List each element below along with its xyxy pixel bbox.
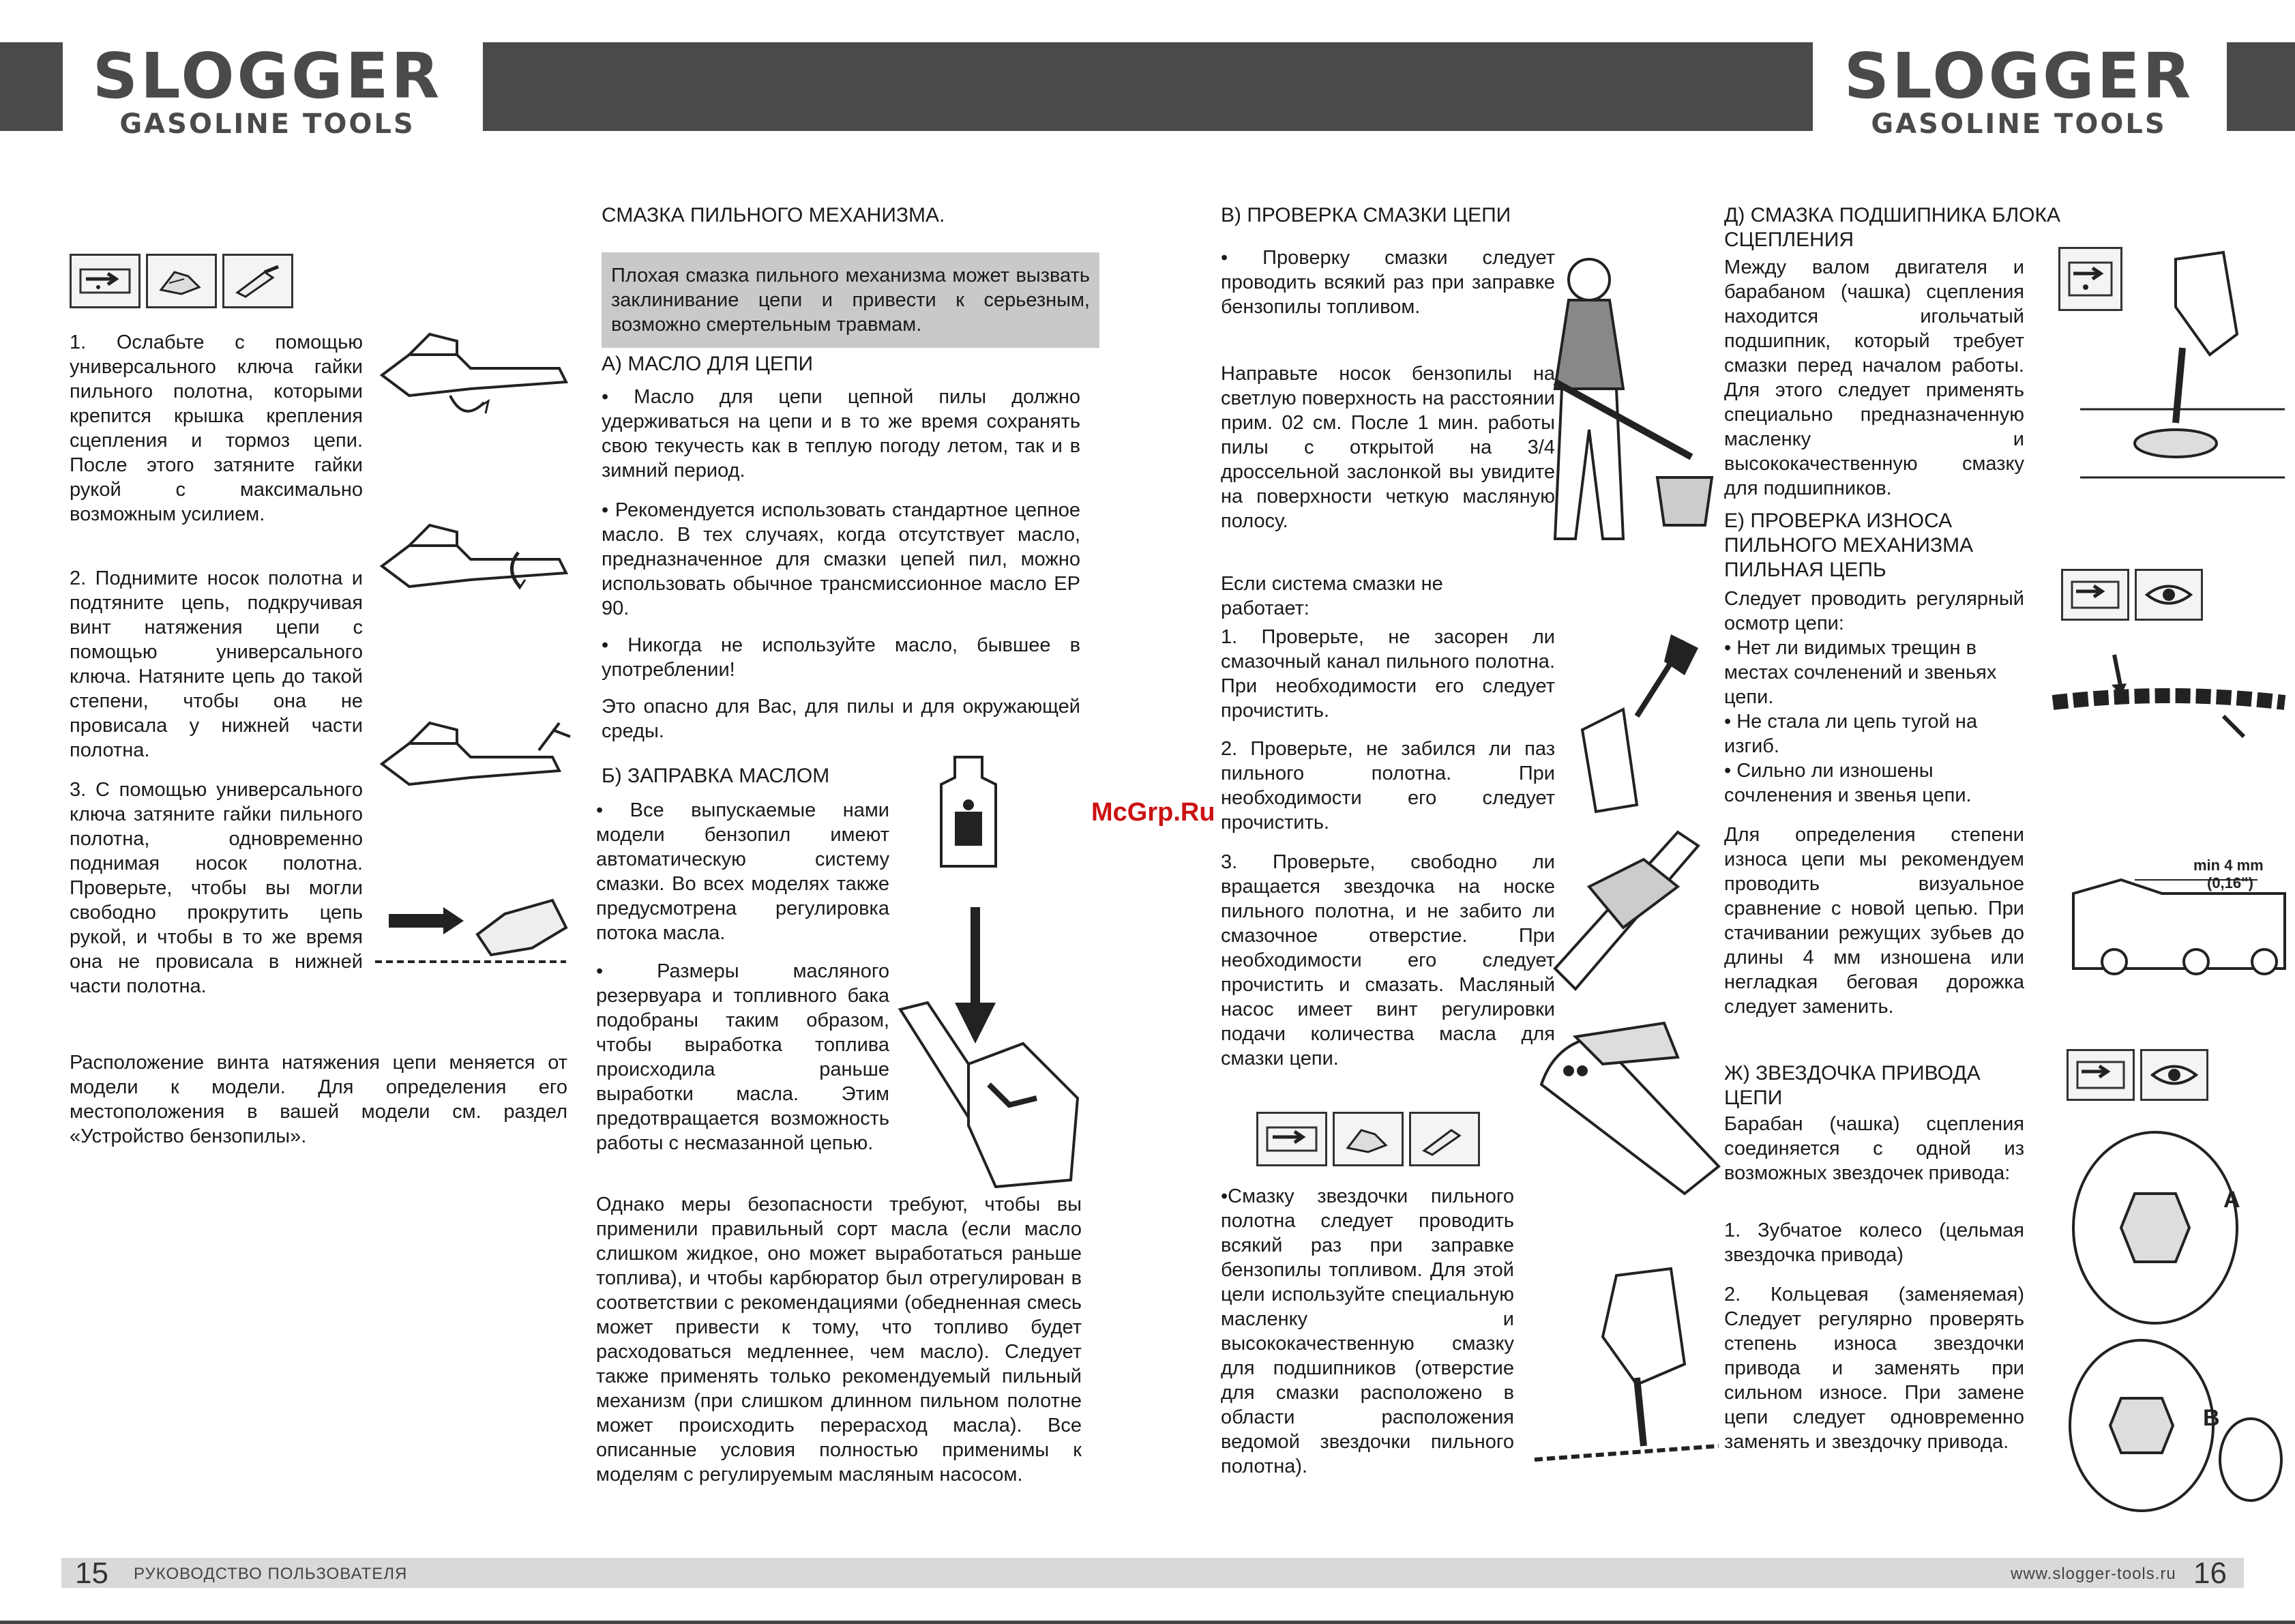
min-wear-label-inch: (0,16") bbox=[2207, 874, 2253, 891]
gloves-icon bbox=[1333, 1112, 1404, 1166]
section-v-para-3: •Смазку звездочки пильного полотна следует проводить всякий раз при заправке бензопилы топливом. Для этой цели используйте специальную масленку и высококачественную смазку для подшипников (отверстие для смазки расположено в области расположения ведомой звездочки пильного полотна). bbox=[1221, 1185, 1514, 1477]
glove-chain-illustration bbox=[368, 873, 573, 975]
section-b-para-2: • Размеры масляного резервуара и топливного бака подобраны таким образом, чтобы выработка топлива происходила раньше выработки масла. Этим предотвращается возможность работы с несмазанной цепью. bbox=[596, 960, 889, 1154]
inspect-icons bbox=[2061, 569, 2203, 621]
grease-gun-illustration bbox=[1521, 1255, 1726, 1487]
website-link[interactable]: www.slogger-tools.ru bbox=[2011, 1565, 2176, 1583]
section-b-para-3: Однако меры безопасности требуют, чтобы вы применили правильный сорт масла (если масло слишком жидкое, оно может выработаться раньше топлива), и чтобы карбюратор был отрегулирован в соответствии с рекомендациями (обедненная смесь может привести к тому, что топливо будет расходоваться медленнее, чем масло). Следует также применять только рекомендуемый пильный механизм (при слишком длинном пильном полотне может происходить перерасход масла). Все описанные условия полностью применимы к моделям с регулируемым масляным насосом. bbox=[596, 1194, 1082, 1486]
section-d-para: Между валом двигателя и барабаном (чашка) сцепления находится игольчатый подшипник, который требует смазки перед началом работы. Для этого следует применять специально предназначенную масленку и высококачественную смазку для подшипников. bbox=[1724, 256, 2024, 499]
drive-sprocket-illustration bbox=[2067, 1125, 2292, 1535]
arrow-icon bbox=[1256, 1112, 1327, 1166]
instruction-icons-2 bbox=[1256, 1112, 1480, 1166]
chainsaw-illustration-2 bbox=[368, 512, 573, 614]
sprocket-b-label: B bbox=[2203, 1405, 2220, 1431]
brand-name: SLOGGER bbox=[1844, 40, 2194, 113]
header-bar-right bbox=[2227, 42, 2295, 131]
brush-icon bbox=[1409, 1112, 1480, 1166]
section-e-bullet-1: • Нет ли видимых трещин в местах сочленений и звеньях цепи. bbox=[1724, 637, 1997, 708]
oil-refill-illustration bbox=[887, 743, 1091, 1194]
step-2-text: 2. Поднимите носок полотна и подтяните цепь, подкручивая винт натяжения цепи с помощью универсального ключа. Натяните цепь до такой степени, чтобы она не провисала у нижней части полотна. bbox=[70, 567, 363, 761]
brand-logo-right bbox=[1814, 42, 2223, 138]
section-a-title: А) МАСЛО ДЛЯ ЦЕПИ bbox=[602, 353, 814, 375]
section-g-para-2: 1. Зубчатое колесо (цельмая звездочка привода) bbox=[1724, 1220, 2024, 1266]
eye-icon bbox=[2135, 569, 2203, 621]
chain-inspection-illustration bbox=[2046, 648, 2292, 757]
section-e-bullet-2: • Не стала ли цепь тугой на изгиб. bbox=[1724, 711, 1978, 757]
eye-icon bbox=[2140, 1049, 2208, 1101]
section-d-title: Д) СМАЗКА ПОДШИПНИКА БЛОКА СЦЕПЛЕНИЯ bbox=[1724, 204, 2060, 251]
tension-note: Расположение винта натяжения цепи меняется от модели к модели. Для определения его местоположения в вашей модели см. раздел «Устройство бензопилы». bbox=[70, 1052, 567, 1147]
section-a-para-1: • Масло для цепи цепной пилы должно удерживаться на цепи и в то же время сохранять свою текучесть как в теплую погоду летом, так и в зимний период. bbox=[602, 386, 1080, 482]
lubrication-title: СМАЗКА ПИЛЬНОГО МЕХАНИЗМА. bbox=[602, 204, 945, 226]
screwdriver-illustration bbox=[1569, 628, 1705, 818]
sprocket-nose-illustration bbox=[1528, 1016, 1732, 1200]
section-v-para-2: Направьте носок бензопилы на светлую поверхность на расстоянии прим. 02 см. После 1 мин. работы пилы с открытой на 3/4 дроссельной заслонкой вы увидите на поверхности четкую масляную полосу. bbox=[1221, 363, 1555, 532]
step-3-text: 3. С помощью универсального ключа затяните гайки пильного полотна, одновременно поднимая носок полотна. Проверьте, чтобы вы могли свободно прокрутить цепь рукой, и чтобы в то же время она не провисала в нижней части полотна. bbox=[70, 779, 363, 997]
section-v-subtitle: Если система смазки не работает: bbox=[1221, 573, 1443, 619]
section-a-para-4: Это опасно для Вас, для пилы и для окружающей среды. bbox=[602, 696, 1080, 742]
watermark: McGrp.Ru bbox=[1091, 798, 1215, 827]
clutch-bearing-illustration bbox=[2073, 246, 2292, 518]
sprocket-a-label: A bbox=[2223, 1187, 2240, 1213]
instruction-icons bbox=[70, 254, 293, 308]
section-a-para-2: • Рекомендуется использовать стандартное цепное масло. В тех случаях, когда отсутствует масло, предназначенное для смазки цепей пил, можно использовать обычное трансмиссионное масло EP 90. bbox=[602, 499, 1080, 619]
section-a-para-3: • Никогда не используйте масло, бывшее в употреблении! bbox=[602, 634, 1080, 681]
section-g-para-1: Барабан (чашка) сцепления соединяется с одной из возможных звездочек привода: bbox=[1724, 1113, 2024, 1184]
section-b-title: Б) ЗАПРАВКА МАСЛОМ bbox=[602, 765, 830, 787]
check-2-text: 2. Проверьте, не забился ли паз пильного полотна. При необходимости его следует прочистить. bbox=[1221, 738, 1555, 833]
section-b-para-1: • Все выпускаемые нами модели бензопил имеют автоматическую систему смазки. Во всех моделях также предусмотрена регулировка потока масла. bbox=[596, 799, 889, 944]
section-e-para-2: Для определения степени износа цепи мы рекомендуем проводить визуальное сравнение с новой цепью. При стачивании режущих зубьев до длины 4 мм изношена или негладкая беговая дорожка следует заменить. bbox=[1724, 824, 2024, 1018]
min-wear-label: min 4 mm bbox=[2193, 857, 2264, 874]
header-bar-left bbox=[0, 42, 63, 131]
brand-subtitle: GASOLINE TOOLS bbox=[119, 108, 415, 140]
chain-wear-illustration bbox=[2067, 853, 2292, 1016]
section-g-para-3: 2. Кольцевая (заменяемая) Следует регулярно проверять степень износа звездочки привода и заменять при сильном износе. При замене цепи следует одновременно заменять и звездочку привода. bbox=[1724, 1284, 2024, 1453]
inspect-icons-2 bbox=[2067, 1049, 2208, 1101]
section-e-bullet-3: • Сильно ли изношены сочленения и звенья цепи. bbox=[1724, 760, 1972, 806]
section-e-title: Е) ПРОВЕРКА ИЗНОСА ПИЛЬНОГО МЕХАНИЗМА ПИЛЬНАЯ ЦЕПЬ bbox=[1724, 510, 1974, 581]
arrow-icon bbox=[2061, 569, 2129, 621]
worker-illustration bbox=[1514, 252, 1719, 566]
page-number-left: 15 bbox=[75, 1556, 108, 1590]
chainsaw-illustration-1 bbox=[368, 327, 573, 430]
check-3-text: 3. Проверьте, свободно ли вращается звездочка на носке пильного полотна, и не забито ли смазочное отверстие. При необходимости его следует прочистить и смазать. Масляный насос имеет винт регулировки подачи количества масла для смазки цепи. bbox=[1221, 851, 1555, 1069]
section-g-title: Ж) ЗВЕЗДОЧКА ПРИВОДА ЦЕПИ bbox=[1724, 1062, 1981, 1109]
warning-box: Плохая смазка пильного механизма может вызвать заклинивание цепи и привести к серьезным, возможно смертельным травмам. bbox=[602, 252, 1099, 348]
brand-name: SLOGGER bbox=[92, 40, 443, 113]
manual-title: РУКОВОДСТВО ПОЛЬЗОВАТЕЛЯ bbox=[134, 1565, 408, 1583]
chainsaw-illustration-3 bbox=[368, 709, 573, 812]
header-bar bbox=[483, 42, 1813, 131]
bottom-rule bbox=[0, 1621, 2295, 1624]
brand-subtitle: GASOLINE TOOLS bbox=[1871, 108, 2167, 140]
section-v-title: В) ПРОВЕРКА СМАЗКИ ЦЕПИ bbox=[1221, 204, 1511, 226]
brand-logo-left bbox=[63, 42, 472, 138]
arrow-icon bbox=[70, 254, 140, 308]
section-e-para-1: Следует проводить регулярный осмотр цепи: bbox=[1724, 588, 2024, 634]
step-1-text: 1. Ослабьте с помощью универсального ключа гайки пильного полотна, которыми крепится крышка крепления сцепления и тормоз цепи. После этого затяните гайки рукой с максимально возможным усилием. bbox=[70, 331, 363, 525]
bar-clean-illustration bbox=[1528, 818, 1732, 1003]
section-v-para-1: • Проверку смазки следует проводить всякий раз при заправке бензопилы топливом. bbox=[1221, 247, 1555, 318]
page-number-right: 16 bbox=[2193, 1556, 2227, 1590]
arrow-icon bbox=[2067, 1049, 2135, 1101]
brush-icon bbox=[222, 254, 293, 308]
check-1-text: 1. Проверьте, не засорен ли смазочный канал пильного полотна. При необходимости его следует прочистить. bbox=[1221, 626, 1555, 722]
gloves-icon bbox=[146, 254, 217, 308]
